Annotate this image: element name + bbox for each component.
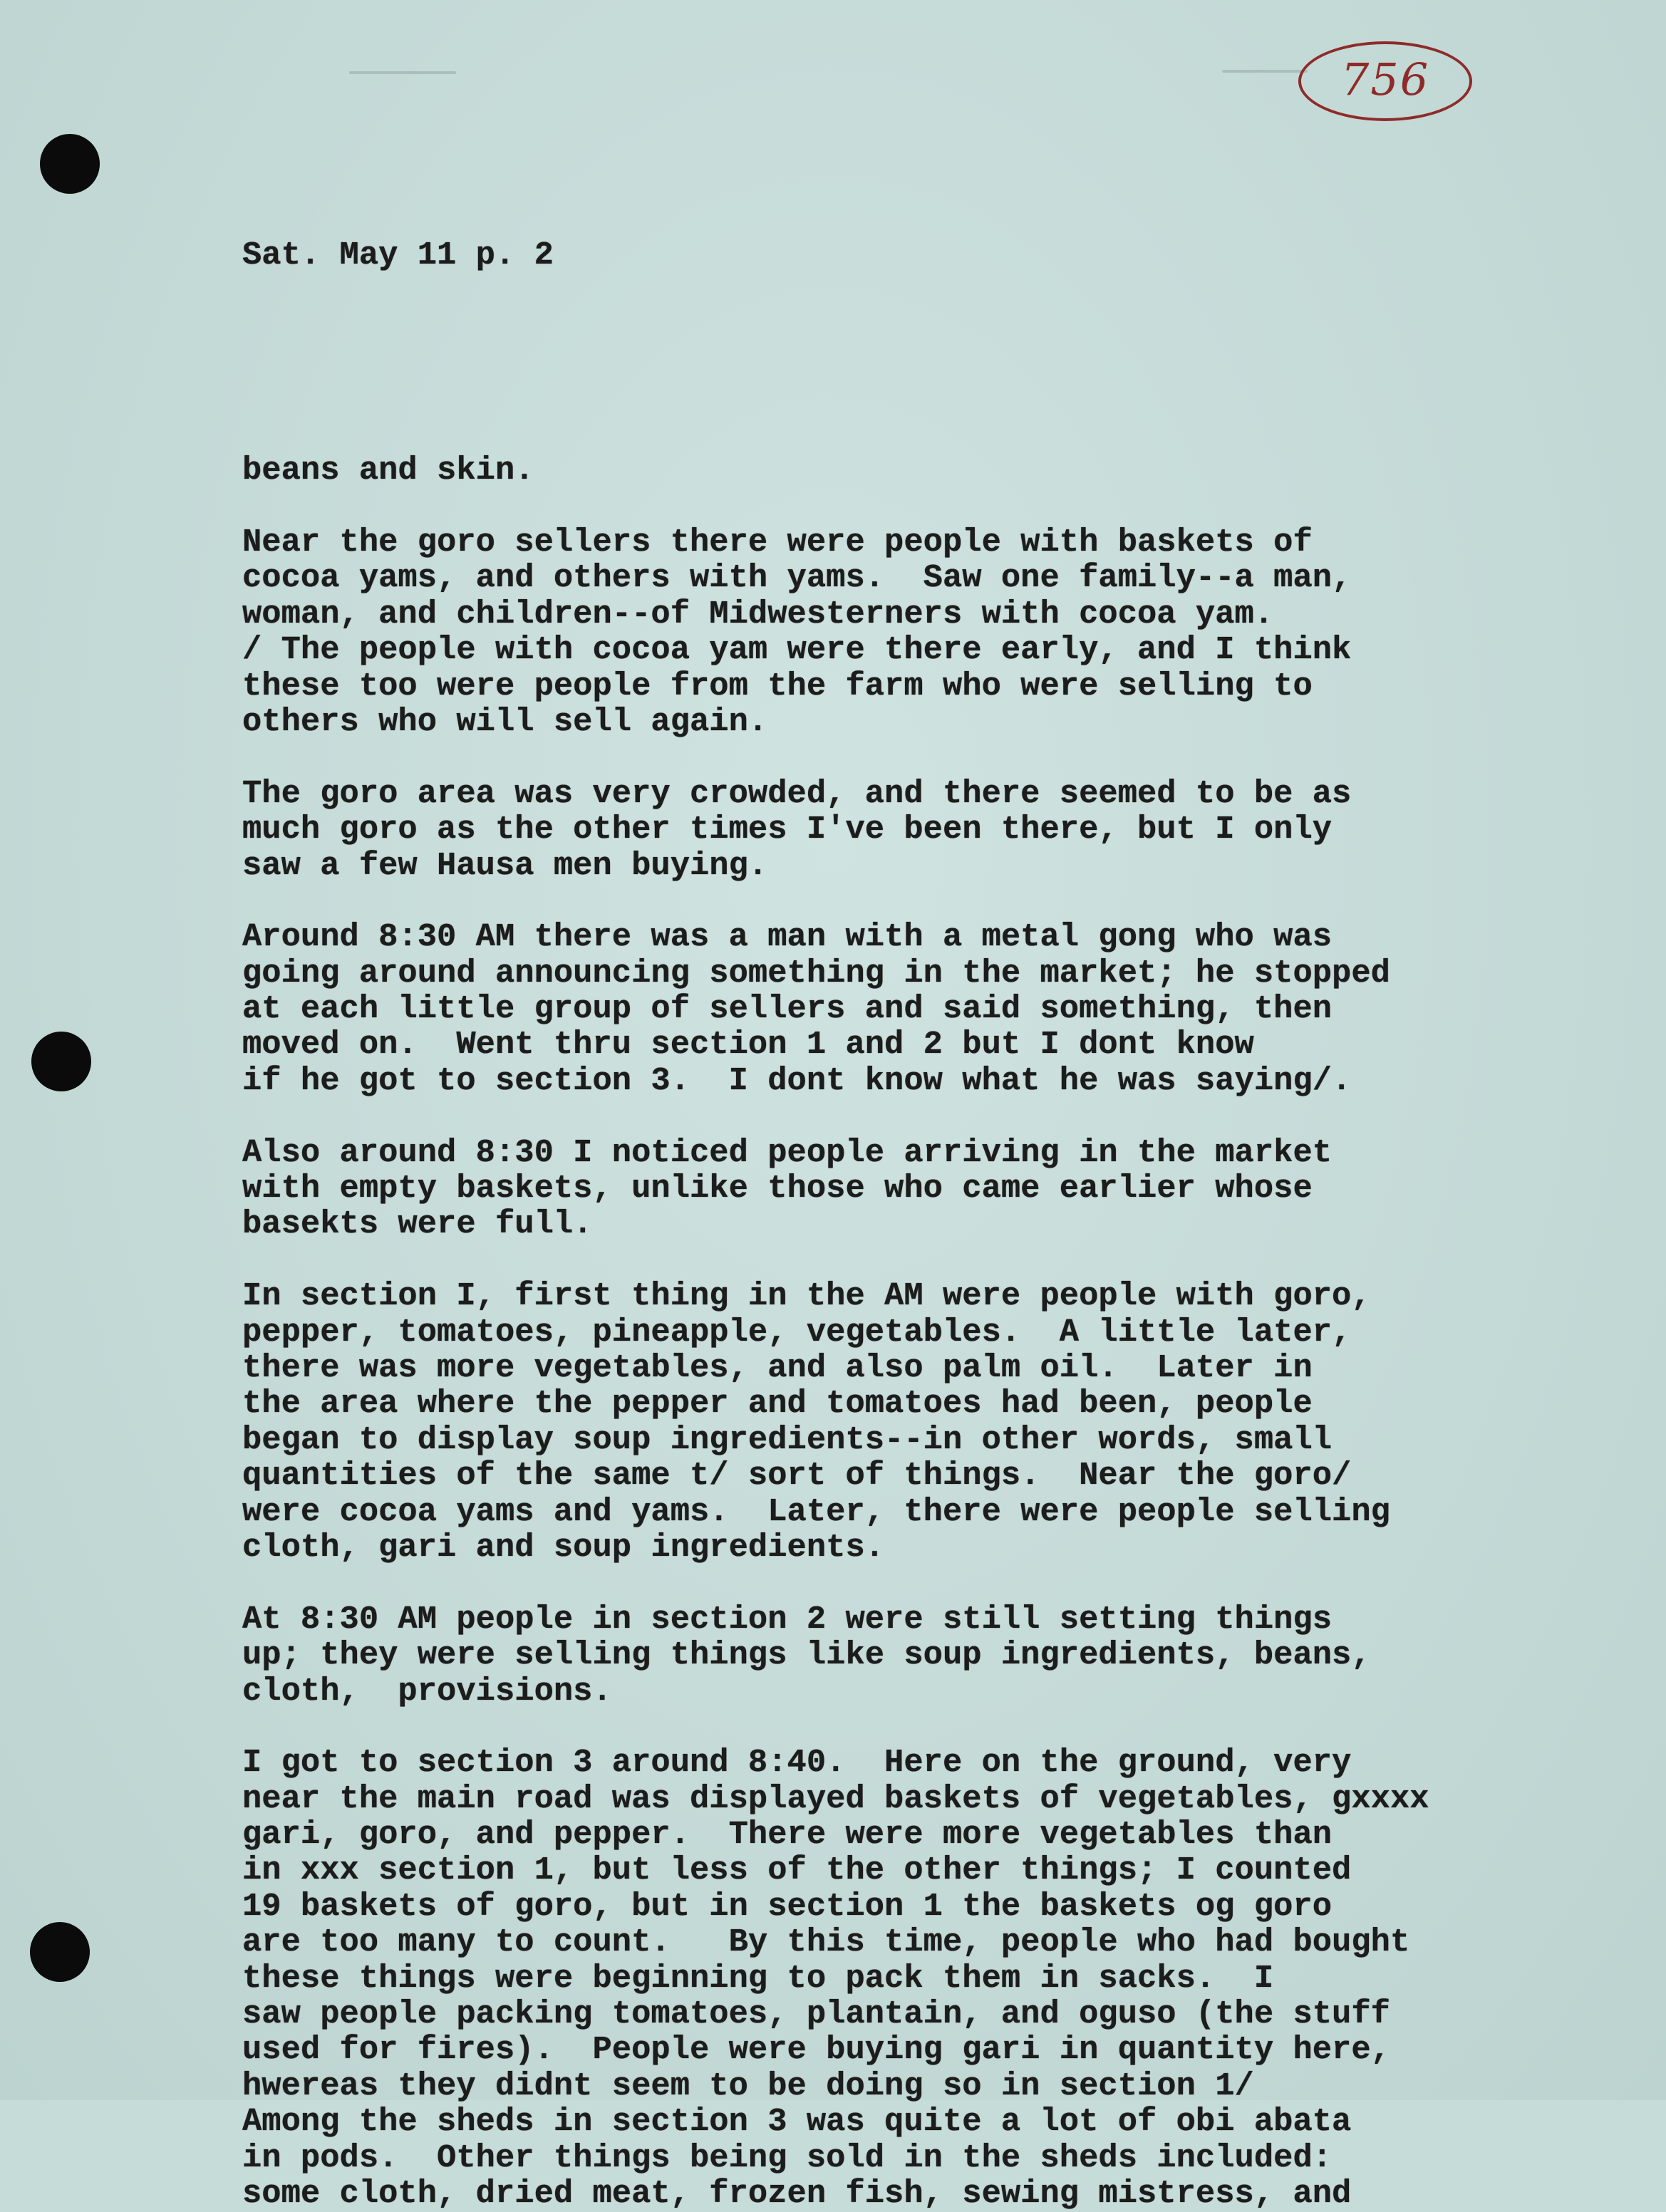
text-line: saw a few Hausa men buying. — [242, 846, 768, 884]
text-line: Near the goro sellers there were people with baskets of — [242, 524, 1313, 561]
text-line: The goro area was very crowded, and there seemed to be as — [242, 774, 1352, 812]
text-line: saw people packing tomatoes, plantain, and oguso (the stuff — [242, 1995, 1390, 2033]
circled-page-number: 756 — [1298, 41, 1472, 121]
text-line: 19 baskets of goro, but in section 1 the baskets og goro — [242, 1887, 1333, 1925]
text-line: gari, goro, and pepper. There were more vegetables than — [242, 1816, 1333, 1854]
text-line: / The people with cocoa yam were there early, and I think — [242, 631, 1352, 669]
paragraph-gap — [242, 739, 1639, 775]
text-line: cloth, provisions. — [242, 1672, 612, 1710]
text-line: In section I, first thing in the AM were people with goro, — [242, 1277, 1371, 1315]
paragraph-gap — [242, 883, 1639, 919]
text-line: up; they were selling things like soup ingredients, beans, — [242, 1636, 1371, 1674]
text-line: used for fires). People were buying gari in quantity here, — [242, 2031, 1390, 2069]
text-line: cocoa yams, and others with yams. Saw one family--a man, — [242, 559, 1352, 597]
text-line: near the main road was displayed baskets of vegetables, gxxxx — [242, 1780, 1429, 1817]
paragraph — [242, 1745, 1639, 2211]
faint-mark-left — [349, 71, 456, 74]
text-line: going around announcing something in the market; he stopped — [242, 954, 1390, 992]
paragraph-gap — [242, 1565, 1639, 1601]
text-line: were cocoa yams and yams. Later, there were people selling — [242, 1492, 1390, 1530]
faint-mark-right — [1222, 70, 1308, 73]
text-line: Among the sheds in section 3 was quite a lot of obi abata — [242, 2103, 1352, 2141]
text-line: these things were beginning to pack them in sacks. I — [242, 1959, 1274, 1997]
text-line: some cloth, dried meat, frozen fish, sewing mistress, and — [242, 2174, 1352, 2212]
paragraph — [242, 919, 1639, 1099]
text-line: much goro as the other times I've been there, but I only — [242, 811, 1333, 848]
text-line: woman, and children--of Midwesterners with cocoa yam. — [242, 595, 1274, 633]
binder-hole-bottom — [30, 1922, 90, 1982]
paragraph-gap — [242, 1709, 1639, 1745]
paragraph-gap — [242, 489, 1639, 524]
paragraph — [242, 452, 1639, 488]
text-line: if he got to section 3. I dont know what he was saying/. — [242, 1061, 1352, 1099]
text-line: these too were people from the farm who were selling to — [242, 667, 1313, 705]
paragraph — [242, 1601, 1639, 1709]
text-line: in xxx section 1, but less of the other things; I counted — [242, 1852, 1352, 1889]
text-line: in pods. Other things being sold in the sheds included: — [242, 2139, 1333, 2176]
text-line: basekts were full. — [242, 1205, 593, 1243]
text-line: beans and skin. — [242, 452, 534, 489]
text-line: pepper, tomatoes, pineapple, vegetables. A little later, — [242, 1313, 1352, 1351]
text-line: there was more vegetables, and also palm oil. Later in — [242, 1349, 1313, 1386]
paragraph — [242, 1135, 1639, 1242]
text-line: at each little group of sellers and said something, then — [242, 990, 1333, 1028]
text-line: Also around 8:30 I noticed people arriving in the market — [242, 1133, 1333, 1171]
paragraph — [242, 524, 1639, 739]
page-heading: Sat. May 11 p. 2 — [242, 236, 554, 274]
text-line: cloth, gari and soup ingredients. — [242, 1528, 885, 1566]
text-line: began to display soup ingredients--in other words, small — [242, 1421, 1333, 1458]
paragraph — [242, 776, 1639, 883]
text-line: others who will sell again. — [242, 702, 768, 740]
text-line: with empty baskets, unlike those who came earlier whose — [242, 1170, 1313, 1208]
text-line: the area where the pepper and tomatoes had been, people — [242, 1385, 1313, 1423]
text-line: are too many to count. By this time, people who had bought — [242, 1923, 1410, 1961]
text-line: quantities of the same t/ sort of things. Near the goro/ — [242, 1457, 1352, 1495]
text-line: hwereas they didnt seem to be doing so in section 1/ — [242, 2067, 1254, 2104]
text-line: At 8:30 AM people in section 2 were still setting things — [242, 1600, 1333, 1638]
text-line: I got to section 3 around 8:40. Here on the ground, very — [242, 1744, 1352, 1782]
typewritten-text — [242, 165, 1639, 2211]
paragraph-gap — [242, 345, 1639, 380]
paragraph-gap — [242, 1242, 1639, 1278]
text-line: Around 8:30 AM there was a man with a metal gong who was — [242, 918, 1333, 956]
paragraph — [242, 1278, 1639, 1565]
paragraph-gap — [242, 1099, 1639, 1134]
binder-hole-top — [40, 134, 100, 194]
binder-hole-middle — [31, 1032, 91, 1091]
text-line: moved on. Went thru section 1 and 2 but I dont know — [242, 1026, 1254, 1064]
